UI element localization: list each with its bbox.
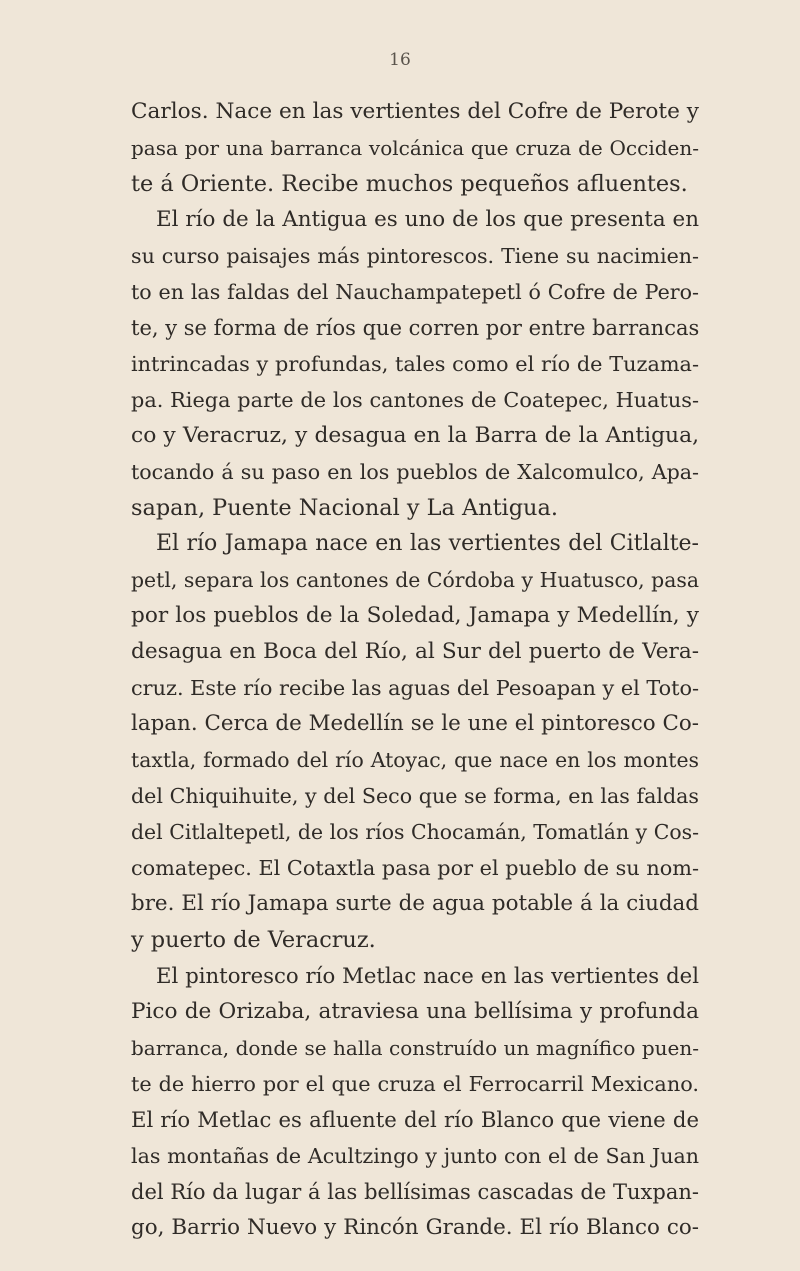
text-line: tocando á su paso en los pueblos de Xalcomulco, Apa- — [131, 460, 699, 484]
text-line: pasa por una barranca volcánica que cruza de Occiden- — [131, 136, 699, 160]
text-line: te, y se forma de ríos que corren por entre barrancas — [131, 316, 700, 340]
body-text — [131, 94, 699, 1246]
text-line: to en las faldas del Nauchampatepetl ó Cofre de Pero- — [131, 280, 699, 304]
text-line: las montañas de Acultzingo y junto con el de San Juan — [131, 1144, 699, 1168]
text-line: del Chiquihuite, y del Seco que se forma, en las faldas — [131, 784, 699, 808]
text-line: go, Barrio Nuevo y Rincón Grande. El río Blanco co- — [131, 1215, 699, 1240]
text-line: y puerto de Veracruz. — [131, 927, 376, 953]
text-line: lapan. Cerca de Medellín se le une el pintoresco Co- — [131, 711, 699, 736]
text-line: El río Jamapa nace en las vertientes del Citlalte- — [156, 531, 699, 556]
text-line: Carlos. Nace en las vertientes del Cofre de Perote y — [131, 99, 699, 124]
text-line: cruz. Este río recibe las aguas del Pesoapan y el Toto- — [131, 676, 700, 700]
text-line: su curso paisajes más pintorescos. Tiene su nacimien- — [131, 244, 699, 268]
text-line: Pico de Orizaba, atraviesa una bellísima y profunda — [131, 999, 699, 1024]
text-line: te á Oriente. Recibe muchos pequeños afluentes. — [131, 171, 688, 197]
text-line: desagua en Boca del Río, al Sur del puerto de Vera- — [131, 639, 699, 664]
text-line: El río Metlac es afluente del río Blanco que viene de — [131, 1107, 699, 1132]
text-line: del Río da lugar á las bellísimas cascadas de Tuxpan- — [131, 1180, 699, 1204]
text-line: bre. El río Jamapa surte de agua potable á la ciudad — [131, 891, 699, 916]
page-number: 16 — [389, 50, 411, 70]
text-line: El río de la Antigua es uno de los que presenta en — [156, 207, 699, 232]
text-line: taxtla, formado del río Atoyac, que nace en los montes — [131, 748, 699, 772]
text-line: co y Veracruz, y desagua en la Barra de la Antigua, — [131, 423, 699, 448]
text-line: barranca, donde se halla construído un magnífico puen- — [131, 1036, 699, 1060]
text-line: pa. Riega parte de los cantones de Coatepec, Huatus- — [131, 388, 699, 412]
text-line: comatepec. El Cotaxtla pasa por el pueblo de su nom- — [131, 856, 699, 880]
text-line: intrincadas y profundas, tales como el río de Tuzama- — [131, 352, 699, 376]
text-line: sapan, Puente Nacional y La Antigua. — [131, 495, 558, 521]
text-line: del Citlaltepetl, de los ríos Chocamán, Tomatlán y Cos- — [131, 820, 699, 844]
text-line: te de hierro por el que cruza el Ferrocarril Mexicano. — [131, 1072, 699, 1096]
text-line: por los pueblos de la Soledad, Jamapa y Medellín, y — [131, 603, 699, 628]
text-line: petl, separa los cantones de Córdoba y Huatusco, pasa — [131, 568, 699, 592]
text-line: El pintoresco río Metlac nace en las vertientes del — [156, 963, 699, 988]
